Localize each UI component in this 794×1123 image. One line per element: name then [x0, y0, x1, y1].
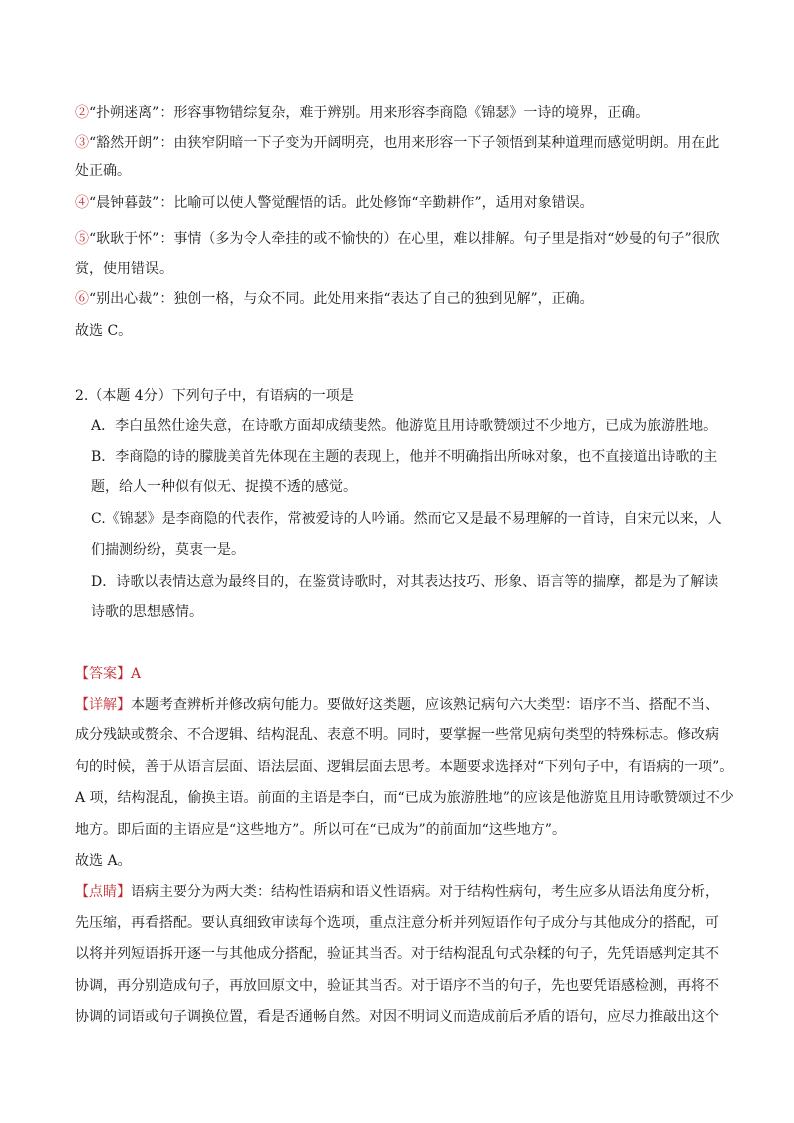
explanation-text: “耿耿于怀”：事情（多为令人牵挂的或不愉快的）在心里，难以排解。句子里是指对“妙曼的句子”很欣 — [89, 231, 720, 247]
option-d-cont: 诗歌的思想感情。 — [91, 604, 203, 620]
explanation-3-cont — [75, 161, 725, 181]
explanation-6 — [75, 289, 725, 309]
answer-label: 【答案】 — [75, 666, 131, 682]
option-a: A．李白虽然仕途失意，在诗歌方面却成绩斐然。他游览且用诗歌赞颂过不少地方，已成为旅游胜地。 — [91, 418, 718, 434]
explanation-text: “豁然开朗”：由狭窄阴暗一下子变为开阔明亮，也用来形容一下子领悟到某种道理而感觉明朗。用在此 — [89, 135, 720, 151]
detail-label: 【详解】 — [75, 697, 131, 713]
explanation-text: 赏，使用错误。 — [75, 261, 173, 277]
question-2-stem: 2.（本题 4分）下列句子中，有语病的一项是 — [75, 388, 354, 404]
detail-line-5: 地方。即后面的主语应是“这些地方”。所以可在“已成为”的前面加“这些地方”。 — [75, 822, 566, 838]
explanation-3 — [75, 133, 725, 153]
option-d: D．诗歌以表情达意为最终目的，在鉴赏诗歌时，对其表达技巧、形象、语言等的揣摩，都是为了解读 — [91, 574, 719, 590]
detail-text: 本题考查辨析并修改病句能力。要做好这类题，应该熟记病句六大类型：语序不当、搭配不当、 — [131, 697, 719, 713]
detail-line-1 — [75, 695, 725, 715]
explanation-text: 处正确。 — [75, 163, 131, 179]
q1-conclusion: 故选 C。 — [75, 323, 133, 339]
explanation-text: “晨钟暮鼓”：比喻可以使人警觉醒悟的话。此处修饰“辛勤耕作”，适用对象错误。 — [89, 195, 594, 211]
option-b: B．李商隐的诗的朦胧美首先体现在主题的表现上，他并不明确指出所咏对象，也不直接道出诗歌的主 — [91, 449, 718, 465]
tip-line-1 — [75, 882, 725, 902]
detail-line-2: 成分残缺或赘余、不合逻辑、结构混乱、表意不明。同时，要掌握一些常见病句类型的特殊标志。修改病 — [75, 727, 719, 743]
option-c: C.《锦瑟》是李商隐的代表作，常被爱诗的人吟诵。然而它又是最不易理解的一首诗，自宋元以来，人 — [91, 511, 722, 527]
answer-value: A — [131, 666, 142, 682]
tip-line-2: 先压缩，再看搭配。要认真细致审读每个选项，重点注意分析并列短语作句子成分与其他成分的搭配，可 — [75, 915, 719, 931]
detail-line-3: 句的时候，善于从语言层面、语法层面、逻辑层面去思考。本题要求选择对“下列句子中，有语病的一项”。 — [75, 759, 734, 775]
circled-number: ⑥ — [75, 291, 89, 307]
detail-conclusion: 故选 A。 — [75, 853, 132, 869]
answer — [75, 664, 725, 684]
circled-number: ② — [75, 105, 89, 121]
circled-number: ⑤ — [75, 231, 89, 247]
tip-label: 【点睛】 — [75, 884, 131, 900]
explanation-text: “别出心裁”：独创一格，与众不同。此处用来指“表达了自己的独到见解”，正确。 — [89, 291, 594, 307]
tip-line-3: 以将并列短语拆开逐一与其他成分搭配，验证其当否。对于结构混乱句式杂糅的句子，先凭语感判定其不 — [75, 946, 719, 962]
option-b-cont: 题，给人一种似有似无、捉摸不透的感觉。 — [91, 479, 357, 495]
detail-line-4: A 项，结构混乱，偷换主语。前面的主语是李白，而“已成为旅游胜地”的应该是他游览且用诗歌赞颂过不少 — [75, 790, 734, 806]
explanation-5-cont — [75, 259, 725, 279]
circled-number: ④ — [75, 195, 89, 211]
explanation-text: “扑朔迷离”：形容事物错综复杂，难于辨别。用来形容李商隐《锦瑟》一诗的境界，正确。 — [89, 105, 650, 121]
explanation-5 — [75, 229, 725, 249]
option-c-cont: 们揣测纷纷，莫衷一是。 — [91, 542, 245, 558]
tip-line-5: 协调的词语或句子调换位置，看是否通畅自然。对因不明词义而造成前后矛盾的语句，应尽力推敲出这个 — [75, 1009, 719, 1025]
tip-line-4: 协调，再分别造成句子，再放回原文中，验证其当否。对于语序不当的句子，先也要凭语感检测，再将不 — [75, 978, 719, 994]
explanation-2 — [75, 103, 725, 123]
circled-number: ③ — [75, 135, 89, 151]
explanation-4 — [75, 193, 725, 213]
tip-text: 语病主要分为两大类：结构性语病和语义性语病。对于结构性病句，考生应多从语法角度分析， — [131, 884, 719, 900]
